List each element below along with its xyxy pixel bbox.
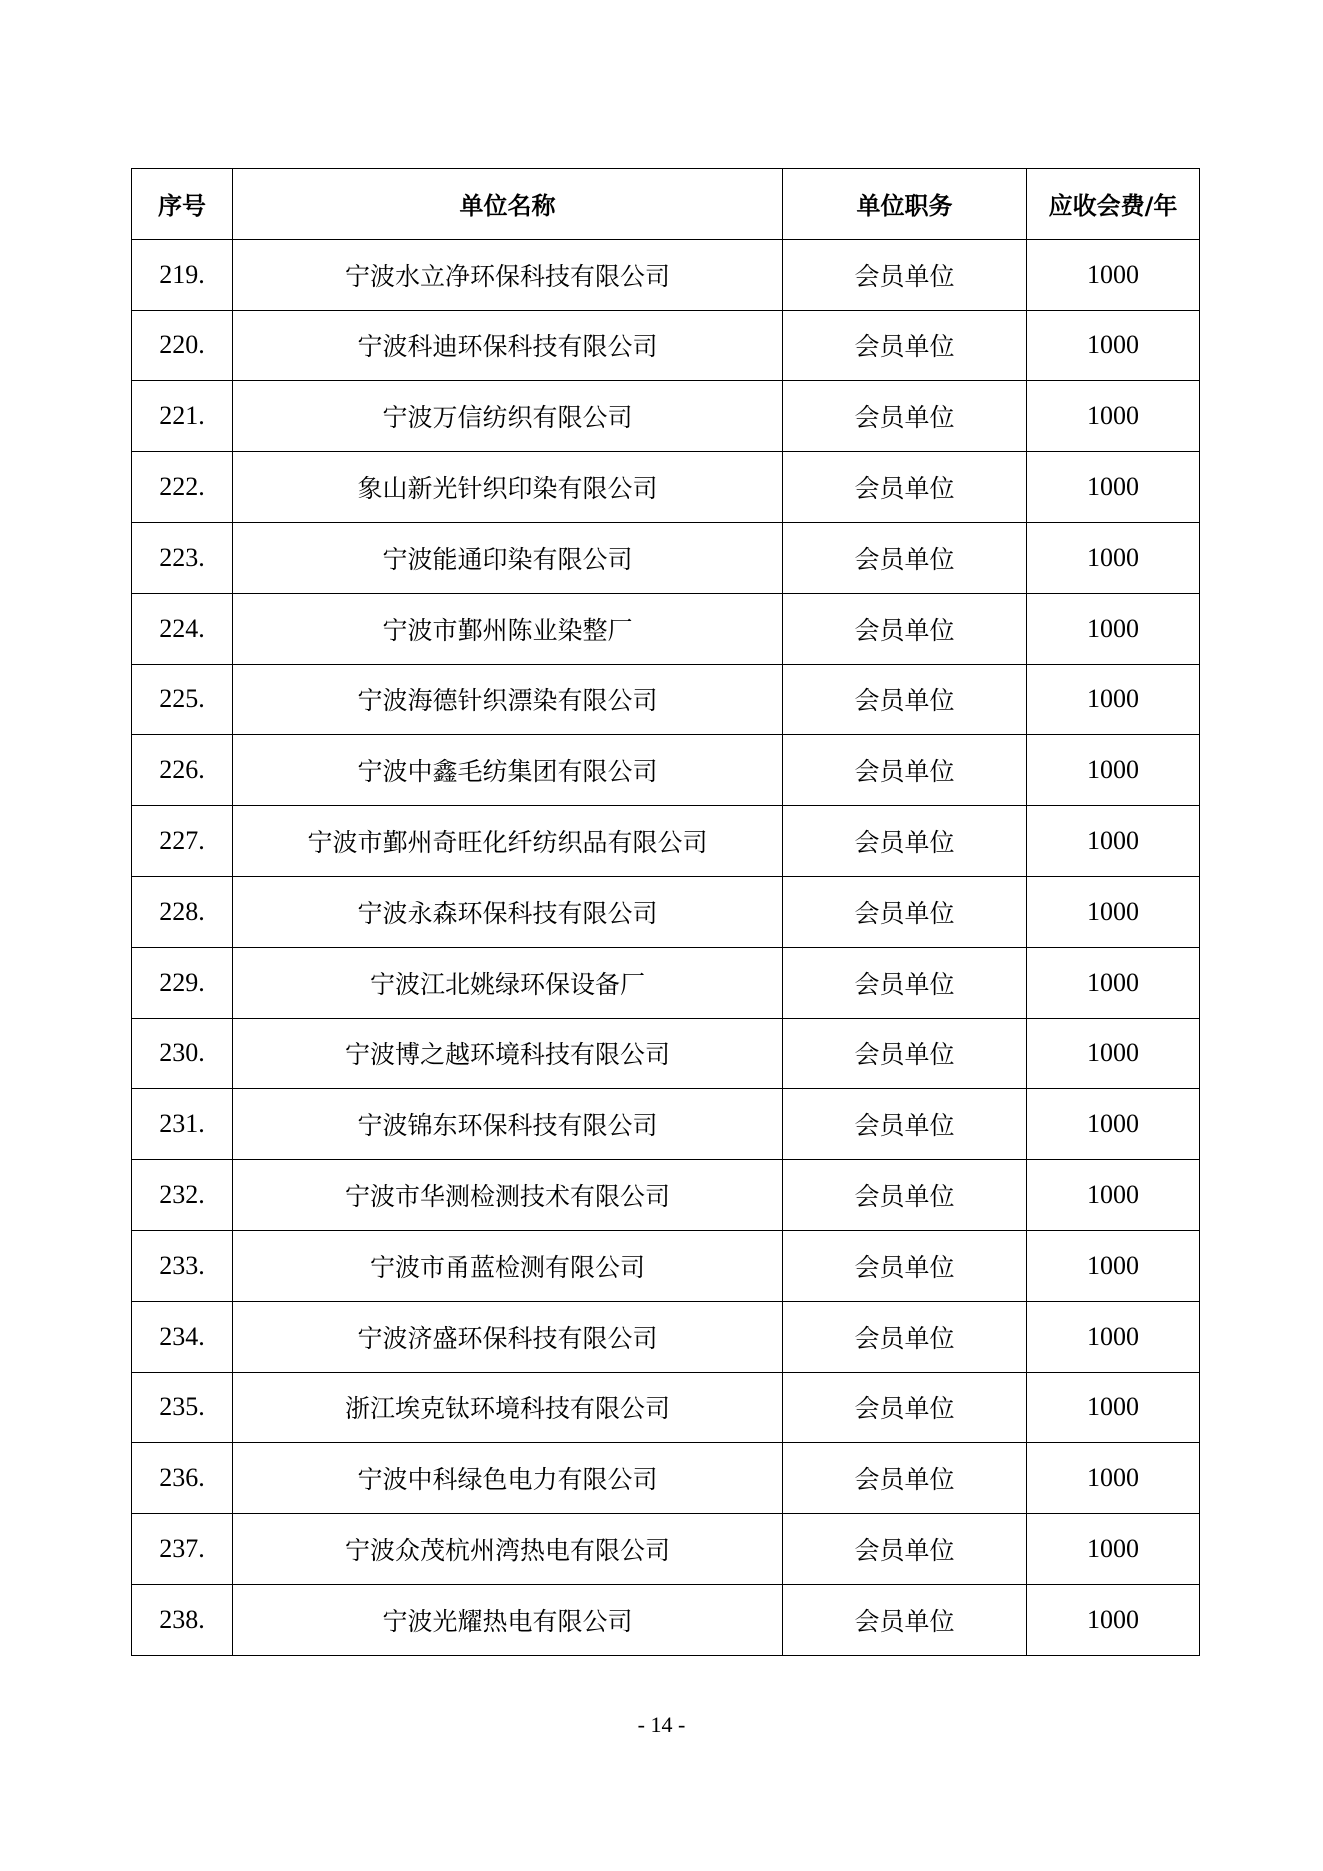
- serial-number: 232.: [132, 1160, 233, 1231]
- table-row: [132, 1514, 1200, 1585]
- annual-fee: 1000: [1027, 735, 1200, 806]
- unit-role: 会员单位: [783, 522, 1027, 593]
- serial-number: 224.: [132, 593, 233, 664]
- annual-fee: 1000: [1027, 876, 1200, 947]
- unit-role: 会员单位: [783, 310, 1027, 381]
- unit-name: 宁波市华测检测技术有限公司: [233, 1160, 783, 1231]
- table-row: [132, 735, 1200, 806]
- unit-name: 宁波科迪环保科技有限公司: [233, 310, 783, 381]
- annual-fee: 1000: [1027, 1160, 1200, 1231]
- serial-number: 233.: [132, 1230, 233, 1301]
- unit-role: 会员单位: [783, 1584, 1027, 1655]
- unit-role: 会员单位: [783, 593, 1027, 664]
- table-row: [132, 522, 1200, 593]
- unit-name: 宁波永森环保科技有限公司: [233, 876, 783, 947]
- unit-role: 会员单位: [783, 1230, 1027, 1301]
- annual-fee: 1000: [1027, 452, 1200, 523]
- header-unit-role: 单位职务: [783, 169, 1027, 240]
- serial-number: 220.: [132, 310, 233, 381]
- unit-role: 会员单位: [783, 1514, 1027, 1585]
- unit-role: 会员单位: [783, 876, 1027, 947]
- annual-fee: 1000: [1027, 1514, 1200, 1585]
- serial-number: 228.: [132, 876, 233, 947]
- annual-fee: 1000: [1027, 664, 1200, 735]
- serial-number: 226.: [132, 735, 233, 806]
- table-row: [132, 310, 1200, 381]
- table-row: [132, 1584, 1200, 1655]
- annual-fee: 1000: [1027, 593, 1200, 664]
- annual-fee: 1000: [1027, 806, 1200, 877]
- annual-fee: 1000: [1027, 1443, 1200, 1514]
- annual-fee: 1000: [1027, 1018, 1200, 1089]
- table-row: [132, 1443, 1200, 1514]
- table-row: [132, 1089, 1200, 1160]
- serial-number: 222.: [132, 452, 233, 523]
- unit-name: 宁波光耀热电有限公司: [233, 1584, 783, 1655]
- serial-number: 227.: [132, 806, 233, 877]
- annual-fee: 1000: [1027, 947, 1200, 1018]
- unit-name: 宁波中鑫毛纺集团有限公司: [233, 735, 783, 806]
- table-header-row: [132, 169, 1200, 240]
- unit-name: 宁波博之越环境科技有限公司: [233, 1018, 783, 1089]
- table-row: [132, 381, 1200, 452]
- annual-fee: 1000: [1027, 1372, 1200, 1443]
- header-annual-fee: 应收会费/年: [1027, 169, 1200, 240]
- annual-fee: 1000: [1027, 239, 1200, 310]
- unit-role: 会员单位: [783, 1301, 1027, 1372]
- unit-name: 宁波市甬蓝检测有限公司: [233, 1230, 783, 1301]
- table-row: [132, 1018, 1200, 1089]
- header-unit-name: 单位名称: [233, 169, 783, 240]
- serial-number: 223.: [132, 522, 233, 593]
- unit-role: 会员单位: [783, 1160, 1027, 1231]
- unit-role: 会员单位: [783, 239, 1027, 310]
- table-row: [132, 876, 1200, 947]
- serial-number: 229.: [132, 947, 233, 1018]
- unit-name: 宁波能通印染有限公司: [233, 522, 783, 593]
- annual-fee: 1000: [1027, 1089, 1200, 1160]
- serial-number: 231.: [132, 1089, 233, 1160]
- annual-fee: 1000: [1027, 1230, 1200, 1301]
- serial-number: 237.: [132, 1514, 233, 1585]
- serial-number: 234.: [132, 1301, 233, 1372]
- table-row: [132, 1160, 1200, 1231]
- annual-fee: 1000: [1027, 1301, 1200, 1372]
- header-serial-number: 序号: [132, 169, 233, 240]
- unit-name: 浙江埃克钛环境科技有限公司: [233, 1372, 783, 1443]
- table-row: [132, 947, 1200, 1018]
- serial-number: 219.: [132, 239, 233, 310]
- member-fee-table: [131, 168, 1200, 1656]
- serial-number: 225.: [132, 664, 233, 735]
- table-row: [132, 806, 1200, 877]
- unit-role: 会员单位: [783, 452, 1027, 523]
- table-row: [132, 1301, 1200, 1372]
- table-row: [132, 239, 1200, 310]
- unit-role: 会员单位: [783, 664, 1027, 735]
- table-row: [132, 1230, 1200, 1301]
- unit-name: 宁波海德针织漂染有限公司: [233, 664, 783, 735]
- unit-name: 宁波济盛环保科技有限公司: [233, 1301, 783, 1372]
- unit-role: 会员单位: [783, 1018, 1027, 1089]
- unit-name: 宁波水立净环保科技有限公司: [233, 239, 783, 310]
- unit-role: 会员单位: [783, 1089, 1027, 1160]
- unit-role: 会员单位: [783, 735, 1027, 806]
- unit-role: 会员单位: [783, 381, 1027, 452]
- annual-fee: 1000: [1027, 1584, 1200, 1655]
- serial-number: 235.: [132, 1372, 233, 1443]
- unit-role: 会员单位: [783, 1372, 1027, 1443]
- serial-number: 238.: [132, 1584, 233, 1655]
- unit-name: 宁波中科绿色电力有限公司: [233, 1443, 783, 1514]
- unit-name: 象山新光针织印染有限公司: [233, 452, 783, 523]
- table-row: [132, 452, 1200, 523]
- annual-fee: 1000: [1027, 381, 1200, 452]
- table-row: [132, 1372, 1200, 1443]
- unit-name: 宁波众茂杭州湾热电有限公司: [233, 1514, 783, 1585]
- serial-number: 221.: [132, 381, 233, 452]
- unit-name: 宁波市鄞州奇旺化纤纺织品有限公司: [233, 806, 783, 877]
- unit-role: 会员单位: [783, 1443, 1027, 1514]
- serial-number: 236.: [132, 1443, 233, 1514]
- table-row: [132, 593, 1200, 664]
- unit-name: 宁波市鄞州陈业染整厂: [233, 593, 783, 664]
- unit-name: 宁波锦东环保科技有限公司: [233, 1089, 783, 1160]
- annual-fee: 1000: [1027, 522, 1200, 593]
- unit-name: 宁波万信纺织有限公司: [233, 381, 783, 452]
- unit-name: 宁波江北姚绿环保设备厂: [233, 947, 783, 1018]
- serial-number: 230.: [132, 1018, 233, 1089]
- table-row: [132, 664, 1200, 735]
- unit-role: 会员单位: [783, 806, 1027, 877]
- page-number: - 14 -: [637, 1712, 686, 1737]
- annual-fee: 1000: [1027, 310, 1200, 381]
- unit-role: 会员单位: [783, 947, 1027, 1018]
